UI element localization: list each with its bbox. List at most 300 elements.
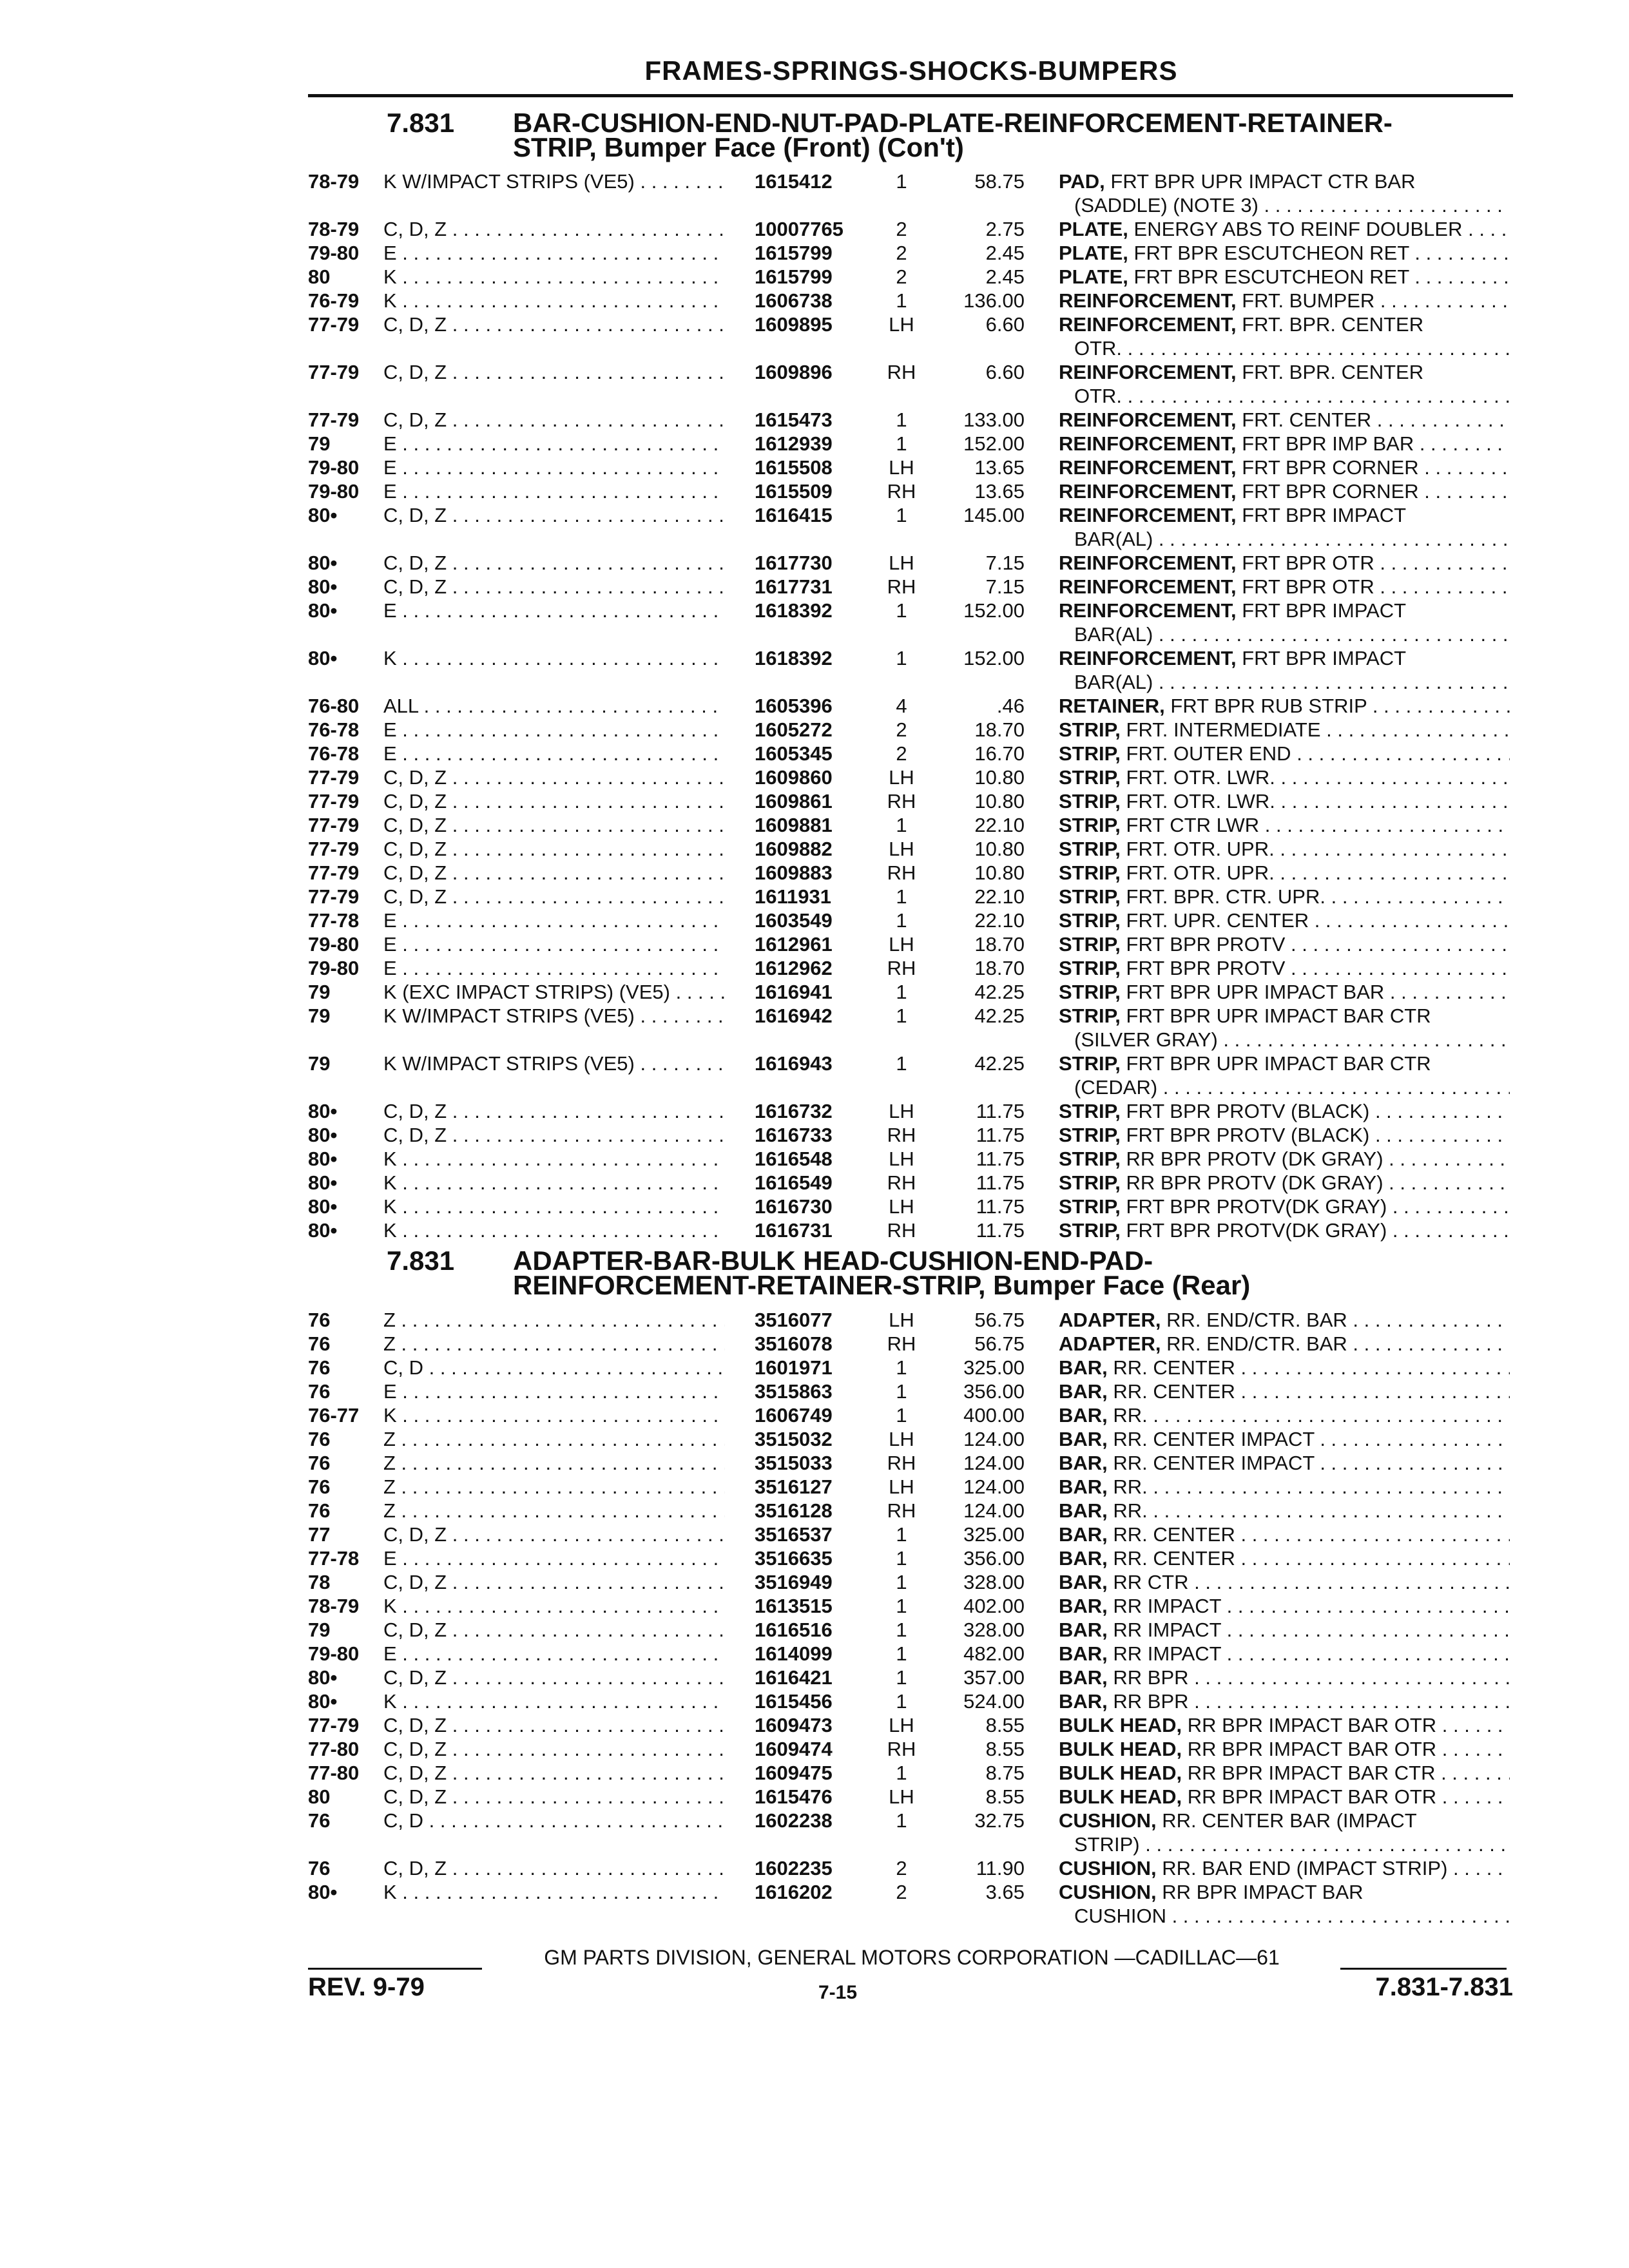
description-line [1059,1004,1510,1028]
model-text: C, D, Z . . . [383,813,725,837]
description-line [1059,813,1510,837]
table-row [308,1195,1519,1218]
model-text: E . . . [383,742,725,765]
table-row [308,1171,1519,1195]
quantity-cell: RH [887,361,916,383]
model-text: K . . . [383,1689,725,1713]
parts-list-front [308,169,1519,1242]
table-row [308,956,1519,980]
part-name: REINFORCEMENT, [1059,313,1237,336]
part-description: RR IMPACT [1107,1595,1222,1617]
model-text: K . . . [383,265,725,289]
year-cell: 80• [308,1881,338,1903]
price-cell: 124.00 [963,1452,1025,1474]
model-text: E . . . [383,1642,725,1666]
description-line [1059,599,1510,622]
part-number-cell: 10007765 [755,218,843,240]
description-line [1059,1594,1510,1618]
description-line [1059,742,1510,765]
table-row [308,1737,1519,1761]
description-cell [1059,1666,1510,1689]
year-cell: 77-79 [308,1714,360,1736]
quantity-cell: 2 [896,742,907,765]
part-description: FRT. OTR. UPR. [1120,861,1275,884]
quantity-cell: 1 [896,1571,907,1593]
quantity-cell: LH [889,1428,914,1450]
part-description: RR. CENTER IMPACT [1107,1452,1315,1474]
price-cell: 524.00 [963,1690,1025,1713]
year-cell: 76 [308,1332,331,1355]
part-number-cell: 1615456 [755,1690,833,1713]
part-name: STRIP, [1059,1100,1121,1122]
model-text: C, D, Z . . . [383,1856,725,1880]
model-text: C, D, Z . . . [383,312,725,336]
year-cell: 76-79 [308,289,360,312]
part-name: STRIP, [1059,1004,1121,1027]
part-name: REINFORCEMENT, [1059,647,1237,669]
section-title-line1: BAR-CUSHION-END-NUT-PAD-PLATE-REINFORCEMENT-RETAINER- [513,108,1393,138]
price-cell: 124.00 [963,1428,1025,1450]
part-description: FRT BPR UPR IMPACT BAR [1120,981,1385,1003]
part-description: RR BPR [1107,1666,1189,1689]
table-row [308,1308,1519,1332]
part-description: RR. BAR END (IMPACT STRIP) [1156,1857,1448,1879]
part-description: FRT BPR PROTV [1120,957,1286,979]
quantity-cell: RH [887,1171,916,1194]
description-line [1059,837,1510,861]
description-cell [1059,1451,1510,1475]
part-name: BAR, [1059,1499,1108,1522]
year-cell: 79 [308,1052,331,1075]
quantity-cell: 2 [896,718,907,741]
year-cell: 77-80 [308,1762,360,1784]
table-row [308,1099,1519,1123]
part-name: BAR, [1059,1452,1108,1474]
model-text: C, D, Z . . . [383,1666,725,1689]
description-line [1059,1666,1510,1689]
model-text: C, D, Z . . . [383,1523,725,1546]
year-cell: 80• [308,1690,338,1713]
part-number-cell: 1616732 [755,1100,833,1122]
description-continuation: (CEDAR) . . . [1059,1075,1510,1099]
part-number-cell: 1609860 [755,766,833,789]
part-name: STRIP, [1059,1124,1121,1146]
price-cell: 357.00 [963,1666,1025,1689]
quantity-cell: 1 [896,981,907,1003]
part-name: PLATE, [1059,218,1128,240]
year-cell: 77 [308,1523,331,1546]
part-description: FRT BPR IMP BAR [1236,432,1414,455]
year-cell: 78 [308,1571,331,1593]
model-text: C, D, Z . . . [383,1099,725,1123]
part-number-cell: 3515032 [755,1428,833,1450]
description-cell [1059,241,1510,265]
quantity-cell: RH [887,1219,916,1242]
part-number-cell: 1601971 [755,1356,833,1379]
model-text: Z . . . [383,1332,725,1356]
table-row [308,1713,1519,1737]
part-name: BULK HEAD, [1059,1762,1182,1784]
model-text: E . . . [383,1546,725,1570]
description-cell [1059,1713,1510,1737]
part-description: FRT BPR OTR [1236,552,1374,574]
part-name: PLATE, [1059,265,1128,288]
year-cell: 76 [308,1809,331,1832]
part-number-cell: 1616516 [755,1619,833,1641]
year-cell: 76 [308,1499,331,1522]
part-description: RR. [1107,1499,1148,1522]
part-description: RR. END/CTR. BAR [1161,1309,1347,1331]
description-line [1059,217,1510,241]
part-number-cell: 1615412 [755,170,833,193]
table-row [308,503,1519,551]
section-range: 7.831-7.831 [1375,1973,1513,2001]
table-row [308,1451,1519,1475]
description-line [1059,575,1510,599]
table-row [308,1499,1519,1523]
section-title-line2: STRIP, Bumper Face (Front) (Con't) [513,132,964,162]
model-text: C, D . . . [383,1809,725,1832]
table-row [308,312,1519,360]
description-line [1059,1475,1510,1499]
part-number-cell: 1609475 [755,1762,833,1784]
quantity-cell: RH [887,1332,916,1355]
table-row [308,169,1519,217]
model-text: C, D, Z . . . [383,360,725,384]
part-number-cell: 1611931 [755,885,831,908]
quantity-cell: RH [887,957,916,979]
description-cell [1059,861,1510,885]
model-text: K . . . [383,1594,725,1618]
year-cell: 79-80 [308,480,360,503]
part-description: RR. [1107,1475,1148,1498]
year-cell: 77-79 [308,814,360,836]
model-text: K . . . [383,1218,725,1242]
part-name: BAR, [1059,1571,1108,1593]
part-description: FRT BPR PROTV (BLACK) [1120,1124,1370,1146]
part-number-cell: 1616421 [755,1666,833,1689]
table-row [308,1880,1519,1928]
description-cell [1059,1379,1510,1403]
model-text: C, D, Z . . . [383,1713,725,1737]
part-name: REINFORCEMENT, [1059,361,1237,383]
year-cell: 77-79 [308,408,360,431]
quantity-cell: LH [889,456,914,479]
description-continuation: OTR. . . . [1059,384,1510,408]
price-cell: 356.00 [963,1380,1025,1403]
quantity-cell: 1 [896,408,907,431]
price-cell: 8.55 [985,1714,1025,1736]
description-line [1059,551,1510,575]
model-text: C, D . . . [383,1356,725,1379]
price-cell: 6.60 [985,361,1025,383]
table-row [308,646,1519,694]
part-number-cell: 1612962 [755,957,833,979]
part-number-cell: 1617731 [755,575,833,598]
model-text: Z . . . [383,1451,725,1475]
price-cell: 11.75 [976,1148,1025,1170]
price-cell: 10.80 [974,790,1025,812]
description-cell [1059,1123,1510,1147]
description-cell [1059,1147,1510,1171]
description-cell [1059,217,1510,241]
part-name: BAR, [1059,1666,1108,1689]
price-cell: 16.70 [974,742,1025,765]
year-cell: 79-80 [308,933,360,956]
part-name: STRIP, [1059,861,1121,884]
description-line [1059,1880,1510,1904]
quantity-cell: RH [887,1124,916,1146]
description-line [1059,932,1510,956]
part-number-cell: 1616942 [755,1004,833,1027]
part-number-cell: 1616731 [755,1219,833,1242]
part-number-cell: 1615473 [755,408,833,431]
model-text: C, D, Z . . . [383,885,725,908]
price-cell: 133.00 [963,408,1025,431]
description-line [1059,1427,1510,1451]
description-line [1059,956,1510,980]
price-cell: 18.70 [974,718,1025,741]
table-row [308,456,1519,479]
part-description: FRT. CENTER [1236,408,1372,431]
model-text: E . . . [383,718,725,742]
part-name: STRIP, [1059,885,1121,908]
description-line [1059,1171,1510,1195]
price-cell: 56.75 [974,1332,1025,1355]
table-row [308,1332,1519,1356]
part-number-cell: 1615508 [755,456,833,479]
quantity-cell: LH [889,838,914,860]
quantity-cell: RH [887,575,916,598]
price-cell: 356.00 [963,1547,1025,1570]
description-line [1059,1099,1510,1123]
year-cell: 76 [308,1452,331,1474]
description-continuation: BAR(AL) . . . [1059,670,1510,694]
quantity-cell: RH [887,480,916,503]
description-line [1059,1147,1510,1171]
description-line [1059,1713,1510,1737]
year-cell: 80 [308,265,331,288]
description-line [1059,1123,1510,1147]
part-name: PAD, [1059,170,1105,193]
part-number-cell: 1616943 [755,1052,833,1075]
part-description: FRT BPR IMPACT [1236,504,1407,526]
model-text: K . . . [383,646,725,670]
description-continuation: CUSHION . . . [1059,1904,1510,1928]
description-line [1059,1052,1510,1075]
model-text: Z . . . [383,1475,725,1499]
part-name: CUSHION, [1059,1881,1157,1903]
part-description: FRT. OTR. LWR. [1120,790,1275,812]
year-cell: 76 [308,1380,331,1403]
year-cell: 77-78 [308,1547,360,1570]
description-cell [1059,1594,1510,1618]
part-name: ADAPTER, [1059,1332,1161,1355]
description-line [1059,360,1510,384]
table-row [308,1218,1519,1242]
description-cell [1059,312,1510,360]
part-name: STRIP, [1059,933,1121,956]
quantity-cell: LH [889,766,914,789]
part-description: FRT BPR ESCUTCHEON RET [1128,265,1409,288]
part-description: RR. CENTER IMPACT [1107,1428,1315,1450]
description-continuation: BAR(AL) . . . [1059,527,1510,551]
part-name: REINFORCEMENT, [1059,289,1237,312]
part-name: BAR, [1059,1642,1108,1665]
part-name: STRIP, [1059,838,1121,860]
part-description: RR CTR [1107,1571,1189,1593]
model-text: E . . . [383,932,725,956]
description-cell [1059,908,1510,932]
part-number-cell: 1616202 [755,1881,833,1903]
year-cell: 76 [308,1309,331,1331]
quantity-cell: 2 [896,218,907,240]
description-cell [1059,1689,1510,1713]
description-cell [1059,1171,1510,1195]
year-cell: 80• [308,599,338,622]
description-cell [1059,1809,1510,1856]
description-line [1059,1856,1510,1880]
part-description: FRT. BUMPER [1236,289,1375,312]
year-cell: 78-79 [308,218,360,240]
part-name: STRIP, [1059,957,1121,979]
description-line [1059,1570,1510,1594]
part-description: RR. CENTER [1107,1356,1235,1379]
description-line [1059,169,1510,193]
description-line [1059,1689,1510,1713]
description-cell [1059,742,1510,765]
part-description: RR BPR IMPACT BAR OTR [1182,1738,1437,1760]
description-cell [1059,1737,1510,1761]
year-cell: 77-79 [308,838,360,860]
price-cell: 6.60 [985,313,1025,336]
price-cell: 325.00 [963,1523,1025,1546]
part-number-cell: 1603549 [755,909,833,932]
model-text: K . . . [383,1195,725,1218]
table-row [308,479,1519,503]
quantity-cell: 1 [896,432,907,455]
year-cell: 76 [308,1475,331,1498]
price-cell: 124.00 [963,1499,1025,1522]
part-description: RR. CENTER [1107,1547,1235,1570]
table-row [308,908,1519,932]
price-cell: 42.25 [974,1052,1025,1075]
model-text: K . . . [383,289,725,312]
part-description: FRT BPR RUB STRIP [1164,695,1367,717]
quantity-cell: 2 [896,265,907,288]
year-cell: 80• [308,1195,338,1218]
model-text: K . . . [383,1147,725,1171]
year-cell: 78-79 [308,1595,360,1617]
quantity-cell: 1 [896,1052,907,1075]
description-line [1059,289,1510,312]
page-number: 7-15 [818,1982,858,2003]
year-cell: 77-79 [308,766,360,789]
table-row [308,1761,1519,1785]
description-cell [1059,1475,1510,1499]
part-description: FRT CTR LWR [1120,814,1260,836]
table-row [308,1570,1519,1594]
description-line [1059,456,1510,479]
description-cell [1059,1761,1510,1785]
description-cell [1059,575,1510,599]
price-cell: 13.65 [974,480,1025,503]
part-number-cell: 1605272 [755,718,833,741]
price-cell: 42.25 [974,1004,1025,1027]
model-text: E . . . [383,432,725,456]
model-text: C, D, Z . . . [383,1761,725,1785]
description-line [1059,646,1510,670]
part-number-cell: 3516078 [755,1332,833,1355]
part-name: STRIP, [1059,790,1121,812]
table-row [308,265,1519,289]
part-name: STRIP, [1059,1195,1121,1218]
description-line [1059,1499,1510,1523]
price-cell: 8.55 [985,1785,1025,1808]
description-line [1059,312,1510,336]
price-cell: 328.00 [963,1571,1025,1593]
part-name: REINFORCEMENT, [1059,599,1237,622]
price-cell: 2.45 [985,242,1025,264]
description-line [1059,432,1510,456]
model-text: K W/IMPACT STRIPS (VE5) . . . [383,1052,725,1075]
year-cell: 76 [308,1428,331,1450]
description-cell [1059,456,1510,479]
year-cell: 80• [308,1124,338,1146]
description-cell [1059,1642,1510,1666]
part-name: STRIP, [1059,1052,1121,1075]
part-number-cell: 1616941 [755,981,833,1003]
description-cell [1059,789,1510,813]
price-cell: 328.00 [963,1619,1025,1641]
description-cell [1059,1308,1510,1332]
table-row [308,1052,1519,1099]
description-line [1059,1523,1510,1546]
price-cell: 3.65 [985,1881,1025,1903]
part-name: STRIP, [1059,1171,1121,1194]
table-row [308,1475,1519,1499]
price-cell: 8.55 [985,1738,1025,1760]
table-row [308,360,1519,408]
part-number-cell: 1609896 [755,361,833,383]
price-cell: 402.00 [963,1595,1025,1617]
description-cell [1059,718,1510,742]
year-cell: 80 [308,1785,331,1808]
part-description: FRT BPR PROTV(DK GRAY) [1120,1195,1387,1218]
year-cell: 77-79 [308,313,360,336]
part-description: FRT BPR IMPACT [1236,599,1407,622]
quantity-cell: 1 [896,1619,907,1641]
price-cell: 11.75 [976,1171,1025,1194]
model-text: C, D, Z . . . [383,408,725,432]
quantity-cell: LH [889,1475,914,1498]
year-cell: 77-79 [308,361,360,383]
part-name: BAR, [1059,1380,1108,1403]
part-name: STRIP, [1059,1219,1121,1242]
quantity-cell: RH [887,861,916,884]
description-line [1059,885,1510,908]
section-title-line2: REINFORCEMENT-RETAINER-STRIP, Bumper Face (Rear) [513,1270,1251,1300]
table-row [308,1642,1519,1666]
model-text: E . . . [383,1379,725,1403]
footer-rule-right [1340,1968,1507,1970]
part-description: RR BPR IMPACT BAR OTR [1182,1785,1437,1808]
year-cell: 76-78 [308,742,360,765]
quantity-cell: 1 [896,1523,907,1546]
quantity-cell: LH [889,313,914,336]
quantity-cell: LH [889,1309,914,1331]
table-row [308,1147,1519,1171]
